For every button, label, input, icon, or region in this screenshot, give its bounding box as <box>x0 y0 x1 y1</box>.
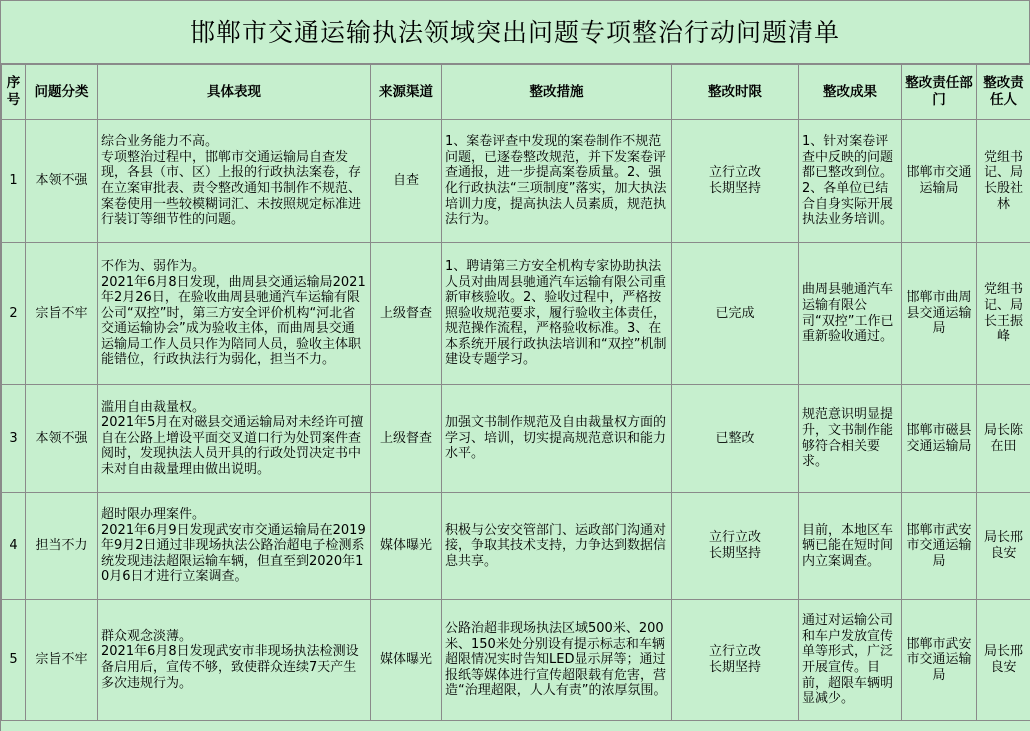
cell-deadline: 立行立改 长期坚持 <box>672 493 799 600</box>
header-category: 问题分类 <box>26 65 98 120</box>
cell-source: 上级督查 <box>371 243 442 385</box>
cell-dept: 邯郸市交通运输局 <box>902 120 977 243</box>
cell-seq: 5 <box>2 600 26 721</box>
header-row <box>2 65 1030 120</box>
cell-deadline: 已完成 <box>672 243 799 385</box>
header-result: 整改成果 <box>799 65 902 120</box>
header-seq: 序号 <box>2 65 26 120</box>
header-person: 整改责任人 <box>977 65 1030 120</box>
cell-category: 宗旨不牢 <box>26 243 98 385</box>
cell-source: 自查 <box>371 120 442 243</box>
cell-category: 宗旨不牢 <box>26 600 98 721</box>
cell-deadline: 立行立改 长期坚持 <box>672 600 799 721</box>
cell-seq: 1 <box>2 120 26 243</box>
cell-result: 1、针对案卷评查中反映的问题都已整改到位。2、各单位已结合自身实际开展执法业务培训。 <box>799 120 902 243</box>
cell-person: 局长陈在田 <box>977 385 1030 493</box>
cell-seq: 3 <box>2 385 26 493</box>
cell-person: 党组书记、局长王振峰 <box>977 243 1030 385</box>
cell-seq: 4 <box>2 493 26 600</box>
cell-category: 本领不强 <box>26 385 98 493</box>
cell-seq: 2 <box>2 243 26 385</box>
cell-measure: 公路治超非现场执法区域500米、200米、150米处分别设有提示标志和车辆超限情况实时告知LED显示屏等；通过报纸等媒体进行宣传超限载有危害，营造“治理超限，人人有责”的浓厚氛围。 <box>442 600 672 721</box>
header-dept: 整改责任部门 <box>902 65 977 120</box>
table-row <box>2 120 1030 243</box>
header-deadline: 整改时限 <box>672 65 799 120</box>
table-row <box>2 600 1030 721</box>
cell-dept: 邯郸市武安市交通运输局 <box>902 493 977 600</box>
cell-result: 规范意识明显提升，文书制作能够符合相关要求。 <box>799 385 902 493</box>
cell-result: 目前，本地区车辆已能在短时间内立案调查。 <box>799 493 902 600</box>
cell-source: 媒体曝光 <box>371 600 442 721</box>
table-row <box>2 243 1030 385</box>
cell-deadline: 立行立改 长期坚持 <box>672 120 799 243</box>
cell-detail: 滥用自由裁量权。 2021年5月在对磁县交通运输局对未经许可擅自在公路上增设平面交叉道口行为处罚案件查阅时，发现执法人员开具的行政处罚决定书中未对自由裁量理由做出说明。 <box>98 385 371 493</box>
cell-dept: 邯郸市武安市交通运输局 <box>902 600 977 721</box>
table-row <box>2 385 1030 493</box>
cell-measure: 1、聘请第三方安全机构专家协助执法人员对曲周县驰通汽车运输有限公司重新审核验收。2、验收过程中，严格按照验收规范要求，履行验收主体责任，规范操作流程，严格验收标准。3、在本系统开展行政执法培训和“双控”机制建设专题学习。 <box>442 243 672 385</box>
header-source: 来源渠道 <box>371 65 442 120</box>
cell-person: 党组书记、局长殷社林 <box>977 120 1030 243</box>
cell-person: 局长邢良安 <box>977 493 1030 600</box>
cell-source: 媒体曝光 <box>371 493 442 600</box>
cell-category: 担当不力 <box>26 493 98 600</box>
cell-detail: 不作为、弱作为。 2021年6月8日发现，曲周县交通运输局2021年2月26日，在验收曲周县驰通汽车运输有限公司“双控”时，第三方安全评价机构“河北省交通运输协会”成为验收主体，而曲周县交通运输局工作人员只作为陪同人员，验收主体职能错位，行政执法行为弱化，担当不力。 <box>98 243 371 385</box>
cell-deadline: 已整改 <box>672 385 799 493</box>
cell-dept: 邯郸市曲周县交通运输局 <box>902 243 977 385</box>
cell-category: 本领不强 <box>26 120 98 243</box>
cell-person: 局长邢良安 <box>977 600 1030 721</box>
cell-result: 曲周县驰通汽车运输有限公司“双控”工作已重新验收通过。 <box>799 243 902 385</box>
cell-result: 通过对运输公司和车户发放宣传单等形式，广泛开展宣传。目前，超限车辆明显减少。 <box>799 600 902 721</box>
header-measure: 整改措施 <box>442 65 672 120</box>
cell-measure: 加强文书制作规范及自由裁量权方面的学习、培训，切实提高规范意识和能力水平。 <box>442 385 672 493</box>
cell-measure: 积极与公安交管部门、运政部门沟通对接，争取其技术支持，力争达到数据信息共享。 <box>442 493 672 600</box>
header-detail: 具体表现 <box>98 65 371 120</box>
cell-detail: 综合业务能力不高。 专项整治过程中，邯郸市交通运输局自查发现，各县（市、区）上报的行政执法案卷，存在立案审批表、责令整改通知书制作不规范、案卷使用一些较模糊词汇、未按照规定标准进行装订等细节性的问题。 <box>98 120 371 243</box>
cell-measure: 1、案卷评查中发现的案卷制作不规范问题，已逐卷整改规范，并下发案卷评查通报，进一步提高案卷质量。2、强化行政执法“三项制度”落实，加大执法培训力度，提高执法人员素质，规范执法行为。 <box>442 120 672 243</box>
table-row <box>2 493 1030 600</box>
cell-detail: 超时限办理案件。 2021年6月9日发现武安市交通运输局在2019年9月2日通过非现场执法公路治超电子检测系统发现违法超限运输车辆，但直至到2020年10月6日才进行立案调查。 <box>98 493 371 600</box>
issue-table <box>1 64 1030 721</box>
cell-detail: 群众观念淡薄。 2021年6月8日发现武安市非现场执法检测设备启用后，宣传不够，致使群众连续7天产生多次违规行为。 <box>98 600 371 721</box>
cell-source: 上级督查 <box>371 385 442 493</box>
sheet-title: 邯郸市交通运输执法领域突出问题专项整治行动问题清单 <box>1 1 1030 64</box>
cell-dept: 邯郸市磁县交通运输局 <box>902 385 977 493</box>
